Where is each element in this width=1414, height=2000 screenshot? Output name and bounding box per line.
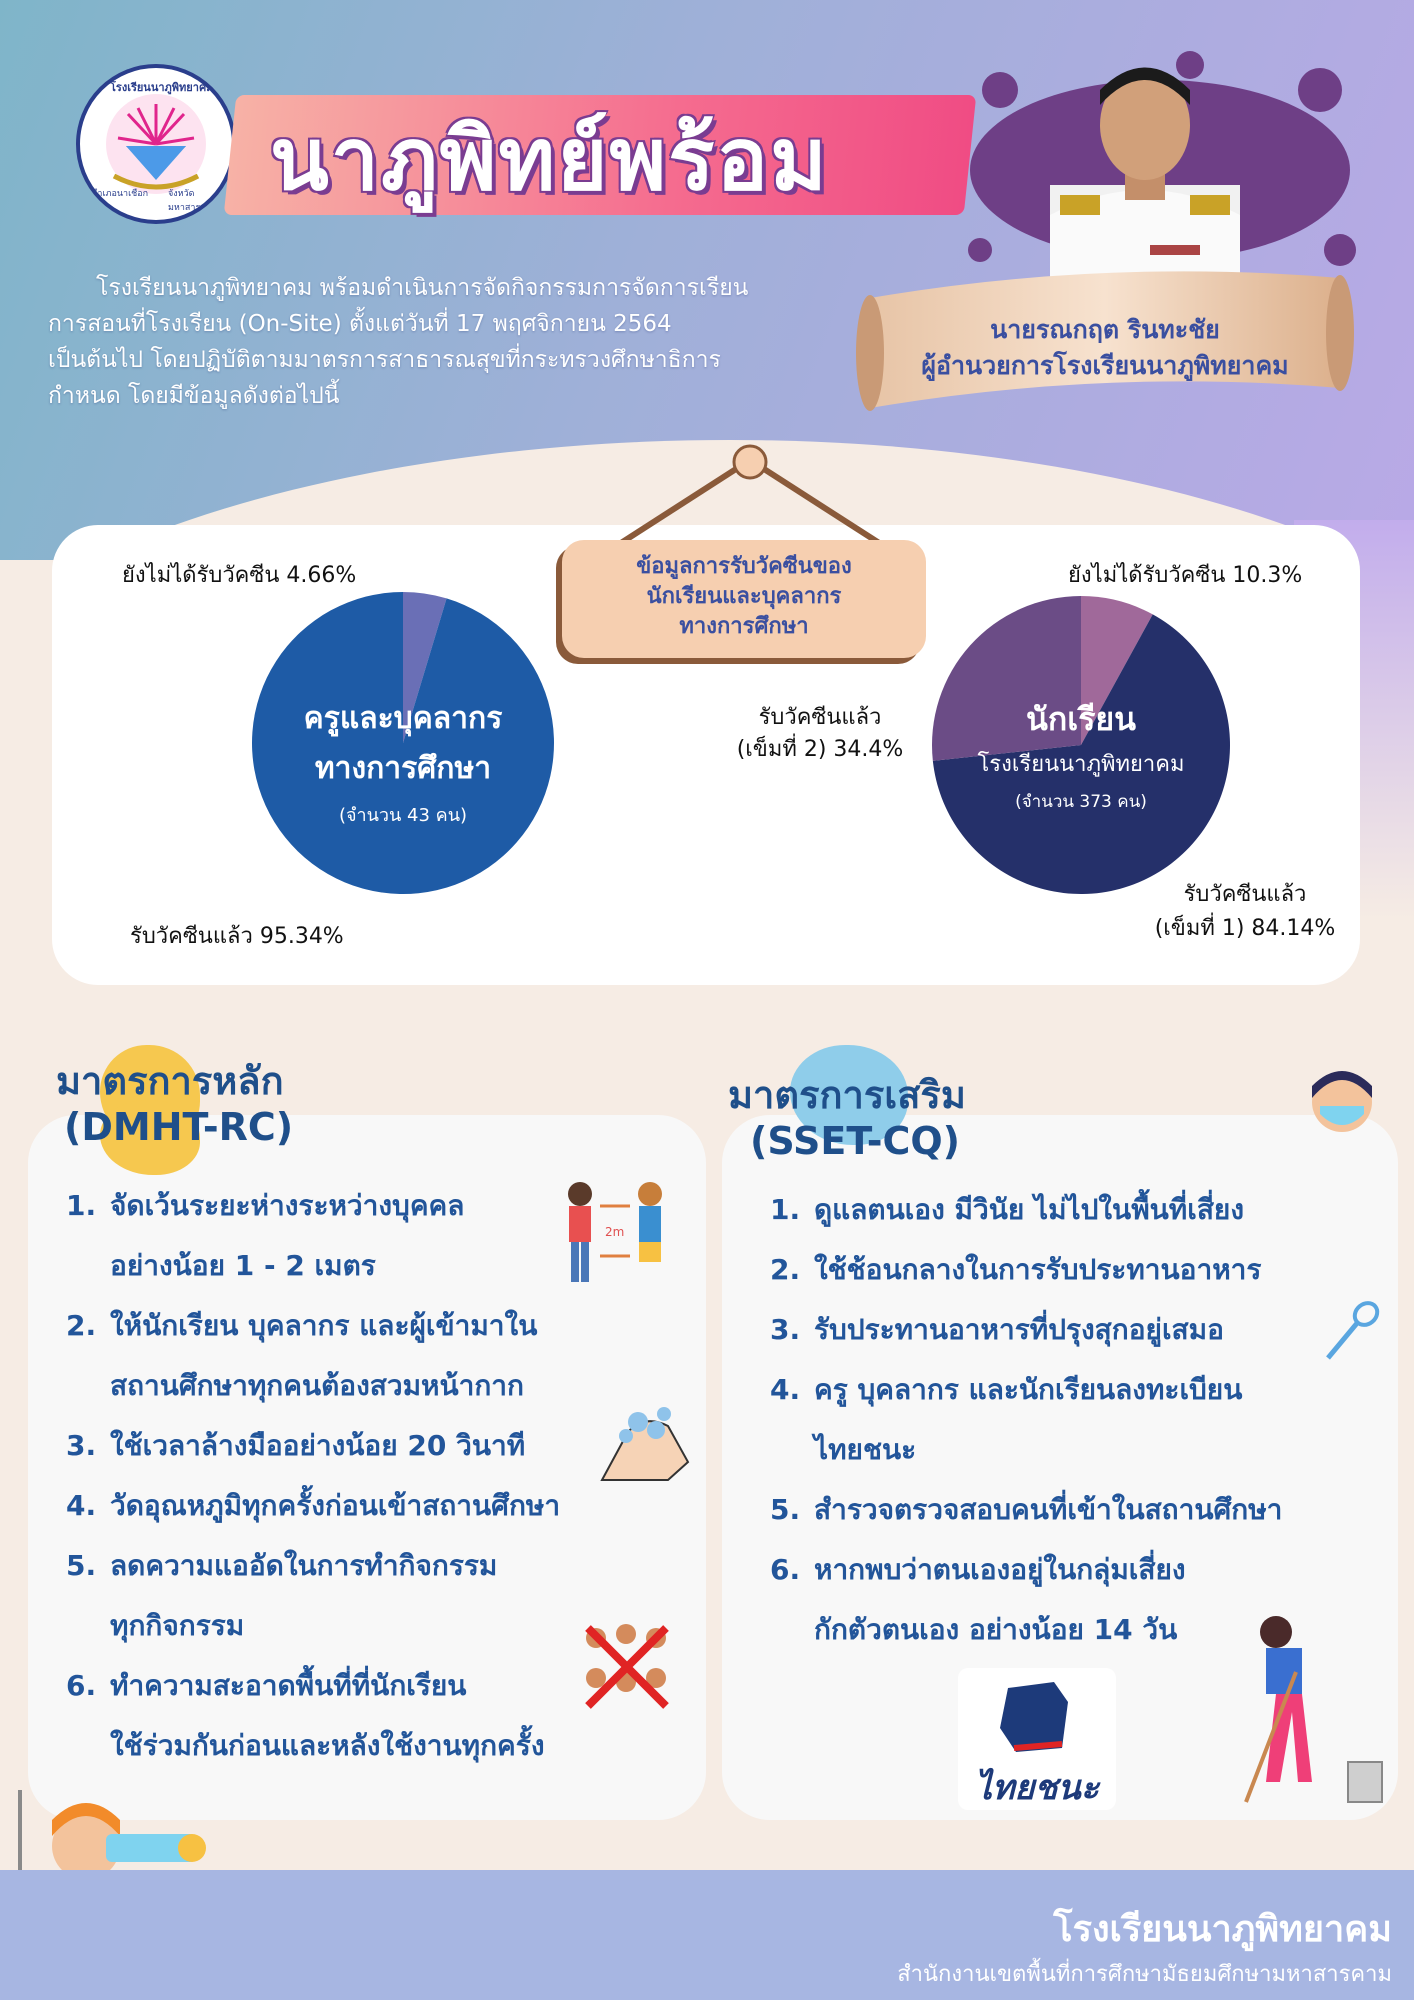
logo-bottom-right: จังหวัดมหาสารคาม xyxy=(168,189,218,213)
measure-item xyxy=(66,1476,560,1536)
staff-count: (จำนวน 43 คน) xyxy=(338,805,468,826)
sign-line: ข้อมูลการรับวัคซีนของ xyxy=(636,554,852,579)
measure-number: 2. xyxy=(770,1253,801,1286)
measure-number: 3. xyxy=(770,1313,801,1346)
measure-text-continued: ทุกกิจกรรม xyxy=(110,1609,245,1642)
student-not-vaccinated-label: ยังไม่ได้รับวัคซีน 10.3% xyxy=(1068,563,1303,588)
measure-number: 5. xyxy=(66,1549,97,1582)
extra-heading-line: (SSET-CQ) xyxy=(750,1119,961,1163)
thaichana-text: ไทยชนะ xyxy=(974,1768,1099,1808)
measure-text-continued: กักตัวตนเอง อย่างน้อย 14 วัน xyxy=(814,1613,1178,1646)
measure-item xyxy=(66,1536,560,1596)
measure-item xyxy=(66,1176,560,1236)
director-name: นายรณกฤต รินทะชัย xyxy=(990,315,1220,344)
footer-school: โรงเรียนนาภูพิทยาคม xyxy=(1053,1909,1392,1950)
measure-text: ใช้ช้อนกลางในการรับประทานอาหาร xyxy=(814,1253,1262,1286)
sign-line: นักเรียนและบุคลากร xyxy=(646,584,842,609)
student-dose1-label xyxy=(1140,878,1350,946)
measure-text: สำรวจตรวจสอบคนที่เข้าในสถานศึกษา xyxy=(814,1493,1283,1526)
main-heading-line: (DMHT-RC) xyxy=(64,1105,294,1149)
measure-item xyxy=(770,1540,1282,1600)
measure-number: 6. xyxy=(66,1669,97,1702)
sign-line: ทางการศึกษา xyxy=(679,614,809,639)
measure-item xyxy=(66,1656,560,1716)
extra-measures-list xyxy=(770,1180,1282,1660)
measure-text: ลดความแออัดในการทำกิจกรรม xyxy=(110,1549,498,1582)
measure-number: 4. xyxy=(770,1373,801,1406)
footer-office: สำนักงานเขตพื้นที่การศึกษามัธยมศึกษามหาสารคาม xyxy=(897,1962,1392,1987)
measure-text: รับประทานอาหารที่ปรุงสุกอยู่เสมอ xyxy=(814,1313,1224,1346)
dose1-line: (เข็มที่ 1) 84.14% xyxy=(1154,916,1336,941)
measure-text-continued: ไทยชนะ xyxy=(814,1433,917,1466)
main-measures-list xyxy=(66,1176,560,1776)
student-dose2-label xyxy=(730,702,910,766)
measure-text: หากพบว่าตนเองอยู่ในกลุ่มเสี่ยง xyxy=(814,1553,1186,1586)
logo-top-text: โรงเรียนนาภูพิทยาคม xyxy=(110,81,214,94)
director-position: ผู้อำนวยการโรงเรียนนาภูพิทยาคม xyxy=(921,351,1289,380)
dose2-line: (เข็มที่ 2) 34.4% xyxy=(736,737,904,762)
measure-item xyxy=(66,1416,560,1476)
school-logo xyxy=(76,64,236,224)
extra-measures-heading xyxy=(728,1072,966,1164)
measure-text-continued: ใช้ร่วมกันก่อนและหลังใช้งานทุกครั้ง xyxy=(110,1729,545,1762)
page-title: นาภูพิทย์พร้อม xyxy=(270,110,829,210)
vaccine-sign xyxy=(562,540,926,658)
masked-person-icon xyxy=(1306,1062,1378,1150)
intro-line: เป็นต้นไป โดยปฏิบัติตามมาตรการสาธารณสุขที่กระทรวงศึกษาธิการ xyxy=(48,347,721,373)
measure-item xyxy=(770,1240,1282,1300)
staff-title-line: ครูและบุคลากร xyxy=(303,701,503,736)
student-school-label: โรงเรียนนาภูพิทยาคม xyxy=(977,752,1185,777)
measure-item xyxy=(66,1296,560,1356)
measure-number: 3. xyxy=(66,1429,97,1462)
main-heading-line: มาตรการหลัก xyxy=(56,1059,284,1103)
measure-item xyxy=(770,1480,1282,1540)
measure-text: ทำความสะอาดพื้นที่ที่นักเรียน xyxy=(110,1669,467,1702)
measure-item xyxy=(770,1180,1282,1240)
intro-line: โรงเรียนนาภูพิทยาคม พร้อมดำเนินการจัดกิจกรรมการจัดการเรียน xyxy=(96,275,749,301)
measure-text: ให้นักเรียน บุคลากร และผู้เข้ามาใน xyxy=(110,1309,538,1342)
student-vaccine-pie xyxy=(930,594,1232,896)
cleaning-person-icon xyxy=(1236,1612,1392,1812)
measure-item xyxy=(770,1300,1282,1360)
extra-heading-line: มาตรการเสริม xyxy=(728,1073,966,1117)
main-measures-heading xyxy=(56,1058,293,1150)
intro-line: การสอนที่โรงเรียน (On-Site) ตั้งแต่วันที่ 17 พฤศจิกายน 2564 xyxy=(48,311,672,337)
measure-text: ใช้เวลาล้างมืออย่างน้อย 20 วินาที xyxy=(110,1429,526,1462)
measure-number: 1. xyxy=(770,1193,801,1226)
measure-number: 6. xyxy=(770,1553,801,1586)
student-count: (จำนวน 373 คน) xyxy=(1015,792,1147,812)
director-info xyxy=(870,312,1340,384)
no-crowd-icon xyxy=(580,1622,672,1710)
measure-text-continued: สถานศึกษาทุกคนต้องสวมหน้ากาก xyxy=(110,1369,524,1402)
measure-item xyxy=(770,1360,1282,1420)
dose2-line: รับวัคซีนแล้ว xyxy=(758,705,882,730)
fist-icon xyxy=(958,1668,1116,1768)
measure-number: 1. xyxy=(66,1189,97,1222)
measure-text: วัดอุณหภูมิทุกครั้งก่อนเข้าสถานศึกษา xyxy=(110,1489,561,1522)
logo-bottom-left: อำเภอนาเชือก xyxy=(92,189,149,199)
measure-text: ครู บุคลากร และนักเรียนลงทะเบียน xyxy=(814,1373,1243,1406)
measure-number: 5. xyxy=(770,1493,801,1526)
measure-text: ดูแลตนเอง มีวินัย ไม่ไปในพื้นที่เสี่ยง xyxy=(814,1193,1244,1226)
thaichana-logo xyxy=(958,1668,1116,1810)
measure-text-continued: อย่างน้อย 1 - 2 เมตร xyxy=(110,1249,376,1282)
staff-pie-title xyxy=(260,694,546,794)
staff-title-line: ทางการศึกษา xyxy=(314,751,492,786)
student-pie-title: นักเรียน xyxy=(1026,700,1136,738)
staff-vaccinated-label: รับวัคซีนแล้ว 95.34% xyxy=(130,924,344,949)
measure-number: 2. xyxy=(66,1309,97,1342)
staff-not-vaccinated-label: ยังไม่ได้รับวัคซีน 4.66% xyxy=(122,563,357,588)
distance-label: 2m xyxy=(605,1225,625,1239)
intro-line: กำหนด โดยมีข้อมูลดังต่อไปนี้ xyxy=(48,383,340,409)
spoon-icon xyxy=(1322,1300,1382,1364)
social-distance-icon xyxy=(555,1176,675,1296)
intro-paragraph xyxy=(48,270,848,414)
handwash-icon xyxy=(598,1402,690,1482)
measure-number: 4. xyxy=(66,1489,97,1522)
dose1-line: รับวัคซีนแล้ว xyxy=(1183,882,1307,907)
measure-text: จัดเว้นระยะห่างระหว่างบุคคล xyxy=(110,1189,465,1222)
